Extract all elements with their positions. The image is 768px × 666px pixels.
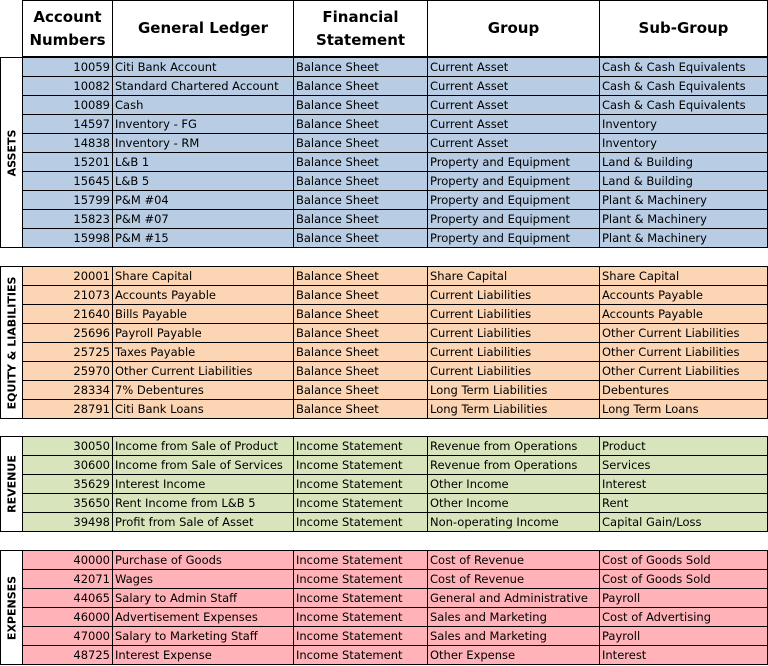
cell-account-number: 48725 [22,646,113,665]
table-row [22,229,768,248]
header-account-numbers: Account Numbers [22,0,113,57]
cell-general-ledger: Income from Sale of Product [113,436,294,456]
cell-group: Revenue from Operations [428,456,600,475]
header-group: Group [428,0,600,57]
cell-account-number: 46000 [22,608,113,627]
cell-group: Current Liabilities [428,362,600,381]
cell-sub-group: Long Term Loans [600,400,768,419]
cell-group: Other Income [428,475,600,494]
cell-account-number: 30050 [22,436,113,456]
cell-account-number: 15823 [22,210,113,229]
cell-group: Sales and Marketing [428,627,600,646]
table-row [22,646,768,665]
cell-group: General and Administrative [428,589,600,608]
cell-financial-statement: Balance Sheet [294,362,428,381]
cell-account-number: 25970 [22,362,113,381]
cell-financial-statement: Balance Sheet [294,305,428,324]
cell-account-number: 28791 [22,400,113,419]
table-row [22,513,768,532]
cell-account-number: 21640 [22,305,113,324]
cell-sub-group: Debentures [600,381,768,400]
cell-general-ledger: L&B 1 [113,153,294,172]
cell-financial-statement: Balance Sheet [294,286,428,305]
cell-general-ledger: Interest Income [113,475,294,494]
cell-general-ledger: Taxes Payable [113,343,294,362]
cell-financial-statement: Income Statement [294,589,428,608]
header-financial-statement: Financial Statement [294,0,428,57]
table-row [22,475,768,494]
cell-financial-statement: Income Statement [294,570,428,589]
cell-sub-group: Cost of Goods Sold [600,550,768,570]
cell-financial-statement: Balance Sheet [294,266,428,286]
cell-group: Current Liabilities [428,305,600,324]
cell-sub-group: Payroll [600,589,768,608]
cell-financial-statement: Income Statement [294,456,428,475]
cell-group: Current Asset [428,57,600,77]
cell-general-ledger: P&M #04 [113,191,294,210]
cell-account-number: 47000 [22,627,113,646]
cell-account-number: 15645 [22,172,113,191]
cell-sub-group: Land & Building [600,153,768,172]
cell-account-number: 40000 [22,550,113,570]
table-row [22,324,768,343]
cell-general-ledger: Salary to Admin Staff [113,589,294,608]
cell-sub-group: Other Current Liabilities [600,343,768,362]
table-row [22,589,768,608]
table-row [22,172,768,191]
cell-general-ledger: Inventory - RM [113,134,294,153]
cell-sub-group: Capital Gain/Loss [600,513,768,532]
cell-group: Other Income [428,494,600,513]
cell-account-number: 20001 [22,266,113,286]
cell-sub-group: Plant & Machinery [600,191,768,210]
cell-account-number: 10089 [22,96,113,115]
cell-account-number: 28334 [22,381,113,400]
table-row [22,608,768,627]
cell-general-ledger: Inventory - FG [113,115,294,134]
table-row [22,570,768,589]
cell-financial-statement: Balance Sheet [294,400,428,419]
cell-sub-group: Cash & Cash Equivalents [600,57,768,77]
cell-general-ledger: Wages [113,570,294,589]
cell-sub-group: Cost of Goods Sold [600,570,768,589]
cell-sub-group: Product [600,436,768,456]
cell-account-number: 15998 [22,229,113,248]
cell-account-number: 39498 [22,513,113,532]
cell-group: Current Liabilities [428,324,600,343]
section-label [0,266,22,419]
cell-financial-statement: Income Statement [294,436,428,456]
cell-sub-group: Inventory [600,134,768,153]
table-header [22,0,768,57]
cell-financial-statement: Balance Sheet [294,77,428,96]
table-row [22,286,768,305]
table-row [22,305,768,324]
cell-sub-group: Services [600,456,768,475]
cell-account-number: 42071 [22,570,113,589]
cell-general-ledger: Other Current Liabilities [113,362,294,381]
cell-financial-statement: Balance Sheet [294,210,428,229]
cell-financial-statement: Income Statement [294,608,428,627]
section-label [0,436,22,532]
cell-group: Current Liabilities [428,343,600,362]
table-row [22,191,768,210]
cell-sub-group: Interest [600,646,768,665]
cell-general-ledger: Advertisement Expenses [113,608,294,627]
cell-general-ledger: 7% Debentures [113,381,294,400]
cell-group: Non-operating Income [428,513,600,532]
cell-sub-group: Accounts Payable [600,286,768,305]
table-row [22,343,768,362]
cell-financial-statement: Balance Sheet [294,172,428,191]
table-row [22,115,768,134]
cell-account-number: 10059 [22,57,113,77]
cell-general-ledger: Accounts Payable [113,286,294,305]
cell-financial-statement: Balance Sheet [294,153,428,172]
cell-general-ledger: P&M #15 [113,229,294,248]
cell-account-number: 25725 [22,343,113,362]
table-row [22,134,768,153]
cell-group: Current Asset [428,96,600,115]
cell-group: Long Term Liabilities [428,400,600,419]
cell-sub-group: Land & Building [600,172,768,191]
table-row [22,77,768,96]
cell-sub-group: Other Current Liabilities [600,362,768,381]
cell-sub-group: Cost of Advertising [600,608,768,627]
cell-general-ledger: Share Capital [113,266,294,286]
cell-general-ledger: Payroll Payable [113,324,294,343]
table-row [22,400,768,419]
cell-general-ledger: Rent Income from L&B 5 [113,494,294,513]
table-row [22,494,768,513]
cell-financial-statement: Income Statement [294,627,428,646]
cell-financial-statement: Income Statement [294,646,428,665]
cell-group: Property and Equipment [428,172,600,191]
table-row [22,57,768,77]
table-row [22,550,768,570]
cell-account-number: 30600 [22,456,113,475]
cell-financial-statement: Income Statement [294,475,428,494]
section-label-text: EXPENSES [5,575,18,640]
cell-financial-statement: Income Statement [294,550,428,570]
cell-account-number: 35629 [22,475,113,494]
cell-group: Sales and Marketing [428,608,600,627]
cell-financial-statement: Balance Sheet [294,324,428,343]
table-row [22,381,768,400]
cell-general-ledger: Interest Expense [113,646,294,665]
table-row [22,210,768,229]
cell-group: Property and Equipment [428,191,600,210]
cell-general-ledger: Standard Chartered Account [113,77,294,96]
cell-general-ledger: Profit from Sale of Asset [113,513,294,532]
cell-group: Cost of Revenue [428,570,600,589]
cell-sub-group: Payroll [600,627,768,646]
cell-group: Long Term Liabilities [428,381,600,400]
cell-account-number: 15799 [22,191,113,210]
cell-general-ledger: Bills Payable [113,305,294,324]
cell-sub-group: Plant & Machinery [600,210,768,229]
section-label-text: EQUITY & LIABILITIES [5,276,18,409]
cell-group: Current Asset [428,134,600,153]
cell-financial-statement: Balance Sheet [294,343,428,362]
cell-account-number: 14838 [22,134,113,153]
cell-sub-group: Interest [600,475,768,494]
cell-group: Property and Equipment [428,153,600,172]
header-sub-group: Sub-Group [600,0,768,57]
cell-account-number: 14597 [22,115,113,134]
cell-group: Other Expense [428,646,600,665]
cell-group: Property and Equipment [428,210,600,229]
table-row [22,456,768,475]
cell-sub-group: Cash & Cash Equivalents [600,96,768,115]
cell-financial-statement: Balance Sheet [294,115,428,134]
cell-financial-statement: Balance Sheet [294,381,428,400]
cell-group: Current Asset [428,115,600,134]
cell-account-number: 15201 [22,153,113,172]
header-general-ledger: General Ledger [113,0,294,57]
section-label-text: ASSETS [5,129,18,176]
cell-general-ledger: Citi Bank Account [113,57,294,77]
cell-account-number: 10082 [22,77,113,96]
cell-financial-statement: Balance Sheet [294,191,428,210]
cell-account-number: 21073 [22,286,113,305]
cell-sub-group: Accounts Payable [600,305,768,324]
section-label [0,550,22,665]
cell-group: Property and Equipment [428,229,600,248]
cell-general-ledger: P&M #07 [113,210,294,229]
cell-sub-group: Plant & Machinery [600,229,768,248]
cell-general-ledger: Cash [113,96,294,115]
table-row [22,627,768,646]
table-row [22,266,768,286]
cell-financial-statement: Balance Sheet [294,134,428,153]
cell-sub-group: Cash & Cash Equivalents [600,77,768,96]
cell-general-ledger: L&B 5 [113,172,294,191]
cell-financial-statement: Income Statement [294,513,428,532]
cell-sub-group: Share Capital [600,266,768,286]
cell-group: Share Capital [428,266,600,286]
cell-group: Revenue from Operations [428,436,600,456]
table-row [22,153,768,172]
cell-general-ledger: Income from Sale of Services [113,456,294,475]
cell-financial-statement: Balance Sheet [294,229,428,248]
cell-group: Current Asset [428,77,600,96]
cell-general-ledger: Purchase of Goods [113,550,294,570]
cell-sub-group: Rent [600,494,768,513]
cell-sub-group: Other Current Liabilities [600,324,768,343]
table-row [22,436,768,456]
table-row [22,96,768,115]
cell-financial-statement: Income Statement [294,494,428,513]
section-label-text: REVENUE [5,455,18,513]
section-label [0,57,22,248]
cell-account-number: 25696 [22,324,113,343]
cell-group: Cost of Revenue [428,550,600,570]
cell-general-ledger: Salary to Marketing Staff [113,627,294,646]
cell-account-number: 44065 [22,589,113,608]
table-row [22,362,768,381]
cell-financial-statement: Balance Sheet [294,57,428,77]
cell-group: Current Liabilities [428,286,600,305]
cell-account-number: 35650 [22,494,113,513]
cell-general-ledger: Citi Bank Loans [113,400,294,419]
cell-sub-group: Inventory [600,115,768,134]
cell-financial-statement: Balance Sheet [294,96,428,115]
